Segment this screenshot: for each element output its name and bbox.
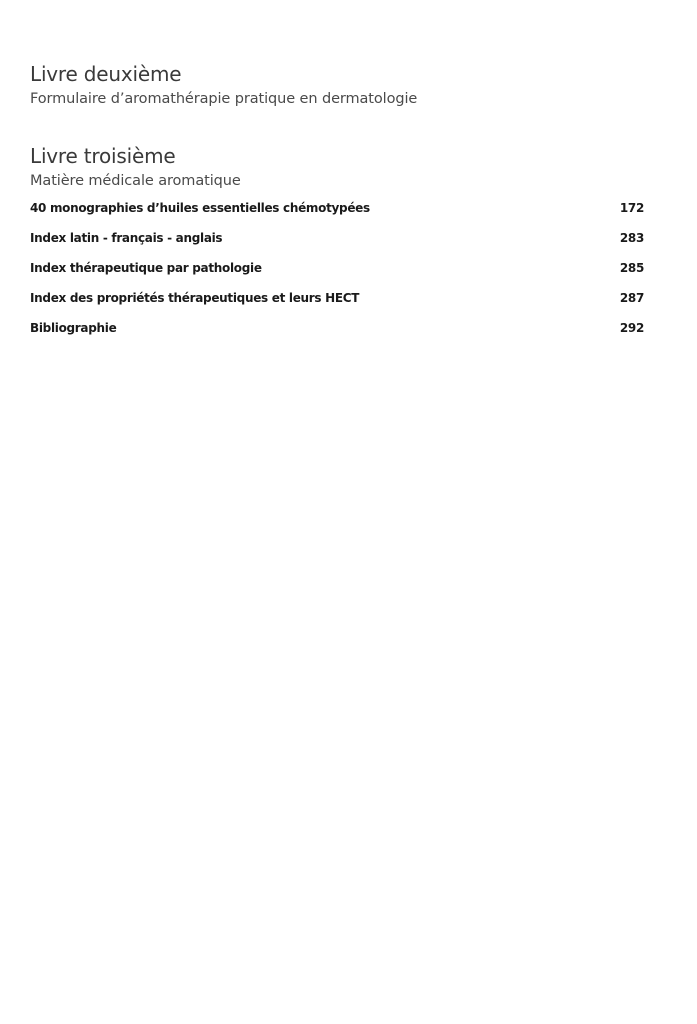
toc-entry-page-number: 292 — [619, 321, 644, 335]
livre-troisieme-title: Livre troisième — [30, 144, 176, 168]
toc-entry-title: Index latin - français - anglais — [30, 231, 223, 245]
livre-deuxieme-section — [30, 60, 644, 142]
toc-entry-page-number: 287 — [619, 291, 644, 305]
toc-entry-title: Bibliographie — [30, 321, 117, 335]
toc-list — [30, 200, 644, 350]
livre-troisieme-subtitle: Matière médicale aromatique — [30, 173, 241, 189]
table-of-contents-page — [30, 60, 644, 350]
livre-deuxieme-title: Livre deuxième — [30, 62, 182, 86]
livre-troisieme-section — [30, 142, 644, 200]
toc-entry[interactable] — [30, 260, 644, 290]
toc-entry[interactable] — [30, 200, 644, 230]
toc-entry-title: 40 monographies d’huiles essentielles chémotypées — [30, 201, 370, 215]
toc-entry[interactable] — [30, 230, 644, 260]
toc-entry[interactable] — [30, 290, 644, 320]
toc-entry-page-number: 283 — [619, 231, 644, 245]
livre-deuxieme-subtitle: Formulaire d’aromathérapie pratique en dermatologie — [30, 91, 418, 107]
toc-entry[interactable] — [30, 320, 644, 350]
toc-entry-title: Index des propriétés thérapeutiques et leurs HECT — [30, 291, 360, 305]
toc-entry-page-number: 285 — [619, 261, 644, 275]
toc-entry-title: Index thérapeutique par pathologie — [30, 261, 262, 275]
toc-entry-page-number: 172 — [619, 201, 644, 215]
